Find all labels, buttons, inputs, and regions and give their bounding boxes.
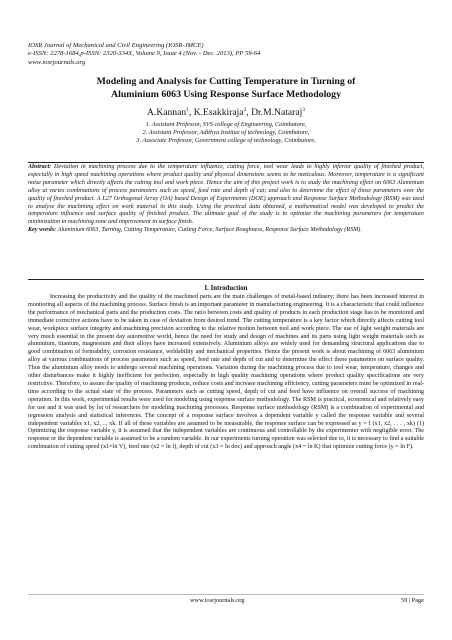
author-separator: , [188, 107, 194, 119]
author-name: A.Kannan [147, 107, 187, 119]
abstract-paragraph [28, 164, 424, 227]
author-list [28, 104, 424, 119]
affiliation: 3. Associate Professor, Government college of technology, Coimbatore, [136, 137, 316, 145]
author-affiliation-mark: 1 [186, 107, 189, 113]
abstract-bottom-rule [28, 279, 424, 280]
section-body: Increasing the productivity and the quality of the machined parts are the main challenges of metal-based industry; there has been increased interest in monitoring all aspects of the machining process. Surface finish is an important parameter in manufacturing engineering. It is a characteristic that could influence the performance of mechanical parts and the production costs. The ratio between costs and quality of products in each production stage has to be monitored and immediate corrective actions have to be taken in case of deviation from desired trend. The cutting temperature is a key factor which directly affects cutting tool wear, workpiece surface integrity and machining precision according to the relative motion between tool and work piece. The use of light weight materials are very much essential in the present day automotive world, hence the need for study and design of machines and its parts using light weight materials such as aluminium, titanium, magnesium and their alloys have increased extensively. Aluminium alloys are widely used for demanding structural applications due to good combination of formability, corrosion resistance, weldability and mechanical properties. Hence the present work is about machining of 6063 aluminium alloy at various combinations of process parameters such as speed, feed rate and depth of cut and to determine the effect these parameters on surface quality. Thus the aluminium alloy needs to undergo several machining operations. Variation during the machining process due to tool wear, temperature, changes and other disturbances make it highly inefficient for perfection, especially in high quality machining operations where product quality specifications are very restrictive. Therefore, to assure the quality of machining products, reduce costs and increase machining efficiency, cutting parameters must be optimized in real-time according to the actual state of the process. Parameters such as cutting speed, depth of cut and feed have influence on overall success of machining operation. In this work, experimental results were used for modeling using response surface methodology. The RSM is practical, economical and relatively easy for use and it was used by lot of researchers for modeling machining processes. Response surface methodology (RSM) is a combination of experimental and regression analysis and statistical inferences. The concept of a response surface involves a dependent variable y called the response variable and several independent variables x1, x2, .., xk. If all of these variables are assumed to be measurable, the response surface can be expressed as y = f (x1, x2, . . . , xk) (1) Optimizing the response variable y, it is assumed that the independent variables are continuous and controllable by the experimenter with negligible error. The response or the dependent variable is assumed to be a random variable. In our experiments turning operation was selected due to, it is necessary to find a suitable combination of cutting speed (x1=ln V), feed rate (x2 = ln f), depth of cut (x3 = ln doc) and approach angle (x4 = ln K) that optimize cutting force (y = ln F). [28, 294, 424, 451]
abstract-top-rule [28, 162, 424, 163]
author-name: K.Esakkiraja [193, 107, 244, 119]
author-affiliation-mark: 3 [302, 107, 305, 113]
paper-title-line-1: Modeling and Analysis for Cutting Temperature in Turning of [96, 76, 356, 87]
author-separator: , [246, 107, 252, 119]
journal-website: www.iosrjournals.org [28, 58, 86, 66]
abstract-block [28, 164, 424, 235]
page-number: 59 | Page [401, 597, 424, 604]
section-heading: I. Introduction [204, 285, 248, 292]
affiliation: 1. Assistant Professor, SVS college of Engineering, Coimbatore, [145, 121, 307, 128]
affiliation-list [28, 121, 424, 146]
keywords-text: Aluminium 6063, Turning, Cutting Temperature, Cutting Force, Surface Roughness, Response Surface Methodology (RSM). [56, 227, 362, 234]
abstract-label: Abstract: [28, 164, 52, 170]
footer-divider [28, 594, 424, 595]
keywords-label: Key words: [28, 227, 57, 234]
footer-url: www.iosrjournals.org [190, 597, 245, 604]
author-affiliation-mark: 2 [243, 107, 247, 113]
author-name: Dr.M.Nataraj [251, 107, 303, 119]
affiliation: 2. Assistant Professor, Adithya Institue of technology, Coimbatore, [142, 129, 310, 137]
journal-name: IOSR Journal of Mechanical and Civil Engineering (IOSR-JMCE) [28, 42, 204, 49]
abstract-text: Deviation in machining process due to the temperature influence, cutting force, tool wear leads to highly inferior quality of finished product, especially in high speed machining operations where product quality and physical dimensions seems to be meticulous. Moreover, temperature is a significant noise parameter which directly affects the cutting tool and work piece. Hence the aim of this project work is to study the machining effect on 6063 Aluminium alloy at varies combinations of process parameters such as speed, feed rate and depth of cut; and also to determine the effect of those parameters over the quality of finished product. A L27 Orthogonal Array (OA) based Design of Experiments (DOE) approach and Response Surface Methodology (RSM) was used to analyse the machining effect on work material in this study. Using the practical data obtained, a mathematical model was developed to predict the temperature influence and surface quality of finished product. The ultimate goal of the study is to optimize the machining parameters for temperature minimization in machining zone and improvement in surface finish. [28, 164, 424, 226]
journal-header [28, 42, 260, 67]
journal-issn: e-ISSN: 2278-1684,p-ISSN: 2320-334X, Volume 9, Issue 4 (Nov. - Dec. 2013), PP 59-64 [28, 50, 261, 58]
paper-title [28, 76, 424, 101]
paper-title-line-2: Aluminium 6063 Using Response Surface Methodology [111, 88, 341, 100]
keywords-paragraph [28, 227, 424, 235]
